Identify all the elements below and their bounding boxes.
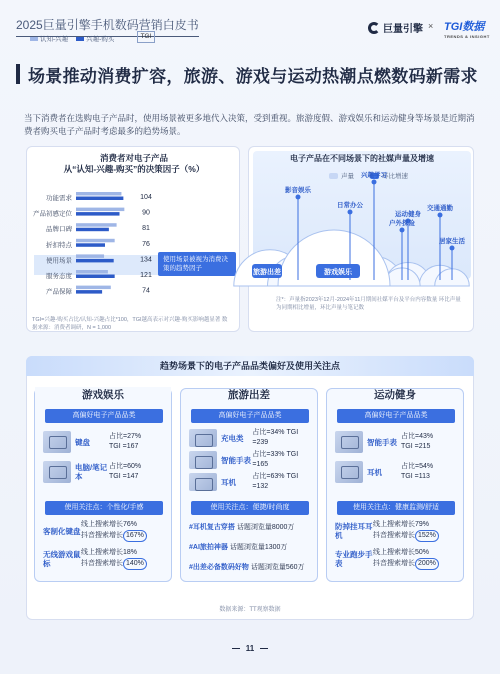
- growth-dot: [348, 210, 353, 215]
- feature-row: 客制化键盘 线上搜索增长76% 抖音搜索增长 167%: [43, 521, 165, 541]
- bar-category-label: 服务态度: [46, 273, 72, 280]
- feature-row: 防掉挂耳耳机 线上搜索增长79% 抖音搜索增长 152%: [335, 521, 457, 541]
- legend-item-awareness: 认知-兴趣: [30, 34, 68, 43]
- product-row: 电脑/笔记本 占比=60% TGI =147: [43, 459, 165, 485]
- intro-paragraph: 当下消费者在选购电子产品时，使用场景被更多地代入决策，受到重视。旅游度假、游戏娱乐和运动健身等场景是近期消费者购买电子产品时考虑最多的趋势场景。: [24, 113, 475, 136]
- column-title: 运动健身: [374, 389, 416, 401]
- scene-label: 运动健身: [395, 211, 421, 218]
- growth-dot: [450, 246, 455, 251]
- pref-category-pill: 高偏好电子产品品类: [337, 409, 455, 423]
- usage-scene-callout: 使用场景被视为消费决策的趋势因子: [158, 252, 236, 276]
- smartwatch-icon: [335, 431, 363, 453]
- tgi-value: 76: [142, 240, 150, 248]
- ocean-engine-logo: 巨量引擎: [368, 20, 423, 35]
- scene-label: 交通通勤: [427, 205, 453, 212]
- topic-row: #AI旅拍神器 话题浏览量1300万: [189, 544, 288, 551]
- growth-highlight: 167%: [123, 530, 147, 542]
- topic-row: #出差必备数码好物 话题浏览量560万: [189, 564, 305, 571]
- bar-category-label: 产品保障: [46, 288, 72, 296]
- tgi-value: 104: [140, 194, 152, 201]
- scene-volume-note: 注*：声量指2023年12月-2024年11月期间社媒平台及平台内容数量 环比声量为同期相比增量，环比声量与笔记数: [276, 297, 461, 311]
- growth-dot: [438, 213, 443, 218]
- tgi-column-header: TGI: [137, 31, 155, 43]
- growth-dot: [400, 228, 405, 233]
- scene-volume-chart-title: 电子产品在不同场景下的社媒声量及增速: [290, 154, 434, 163]
- column-sports: [326, 388, 464, 582]
- legend-item-purchase: 兴趣-购买: [76, 34, 114, 43]
- tgi-value: 121: [140, 272, 152, 279]
- page-number: 11: [0, 644, 500, 653]
- laptop-icon: [43, 461, 71, 483]
- scene-label: 游戏娱乐: [324, 269, 352, 276]
- bar-category-label: 折扣特点: [46, 241, 72, 249]
- product-row: 键盘 占比=27% TGI =167: [43, 429, 165, 455]
- charger-icon: [189, 429, 217, 447]
- tgi-value: 81: [142, 225, 150, 233]
- feature-row: 无线游戏鼠标 线上搜索增长18% 抖音搜索增长 140%: [43, 549, 165, 569]
- feature-row: 专业跑步手表 线上搜索增长50% 抖音搜索增长 200%: [335, 549, 457, 569]
- pref-category-pill: 高偏好电子产品品类: [191, 409, 309, 423]
- doc-title: 2025巨量引擎手机数码营销白皮书: [16, 16, 199, 37]
- scene-label: 户外探险: [389, 220, 415, 227]
- column-title: 旅游出差: [228, 389, 270, 401]
- product-row: 智能手表 占比=43% TGI =215: [335, 429, 457, 455]
- bar-category-label: 品牌口碑: [46, 226, 72, 234]
- scene-label: 兴趣学习: [361, 172, 387, 179]
- earphone-icon: [189, 473, 217, 491]
- scene-label: 日常办公: [337, 202, 363, 209]
- pref-category-pill: 高偏好电子产品品类: [45, 409, 163, 423]
- column-gaming: [34, 388, 172, 582]
- tgi-value: 90: [142, 209, 150, 217]
- scene-label: 旅游出差: [253, 269, 281, 276]
- trend-scene-title: 趋势场景下的电子产品品类偏好及使用关注点: [26, 356, 474, 376]
- product-row: 耳机 占比=54% TGI =113: [335, 459, 457, 485]
- growth-highlight: 200%: [415, 558, 439, 570]
- column-title: 游戏娱乐: [35, 387, 171, 402]
- growth-dot: [296, 195, 301, 200]
- tgi-value: 134: [140, 256, 152, 264]
- scene-label: 居家生活: [439, 238, 465, 245]
- legend-item-growth: 环比增速: [370, 171, 408, 180]
- product-row: 充电类 占比=34% TGI =239: [189, 427, 311, 449]
- growth-highlight: 140%: [123, 558, 147, 570]
- section-title: 场景推动消费扩容，旅游、游戏与运动热潮点燃数码新需求: [28, 66, 478, 86]
- decision-factor-note: TGI=兴趣-购买占比/认知-兴趣占比*100，TGI越高表示对兴趣-购买影响越显著 数据来源：消费者调研，N = 1,000: [32, 317, 228, 331]
- topic-row: #耳机复古穿搭 话题浏览量8000万: [189, 524, 295, 531]
- bar-category-label: 功能需求: [46, 195, 72, 202]
- bar-category-label: 使用场景: [46, 257, 72, 265]
- partner-logo: TGI数据 TRENDS & INSIGHT: [444, 21, 490, 39]
- tgi-value: 74: [142, 287, 150, 295]
- product-row: 智能手表 占比=33% TGI =165: [189, 449, 311, 471]
- logo-separator: ×: [428, 21, 434, 31]
- focus-pill: 使用关注点：便捷/时尚度: [191, 501, 309, 515]
- smartwatch-icon: [189, 451, 217, 469]
- growth-highlight: 152%: [415, 530, 439, 542]
- growth-dot: [372, 180, 377, 185]
- scene-label: 影音娱乐: [285, 187, 311, 194]
- focus-pill: 使用关注点：健康监测/舒适: [337, 501, 455, 515]
- earphone-icon: [335, 461, 363, 483]
- decision-factor-chart-title: 消费者对电子产品 从“认知-兴趣-购买”的决策因子（%）: [63, 153, 205, 174]
- product-row: 耳机 占比=63% TGI =132: [189, 471, 311, 493]
- focus-pill: 使用关注点：个性化/手感: [45, 501, 163, 515]
- legend-item-volume: 声量: [329, 171, 354, 180]
- bar-category-label: 产品初感定位: [33, 210, 72, 218]
- keyboard-icon: [43, 431, 71, 453]
- column-travel: [180, 388, 318, 582]
- source-note: 数据来源：TT观察数据: [219, 607, 281, 613]
